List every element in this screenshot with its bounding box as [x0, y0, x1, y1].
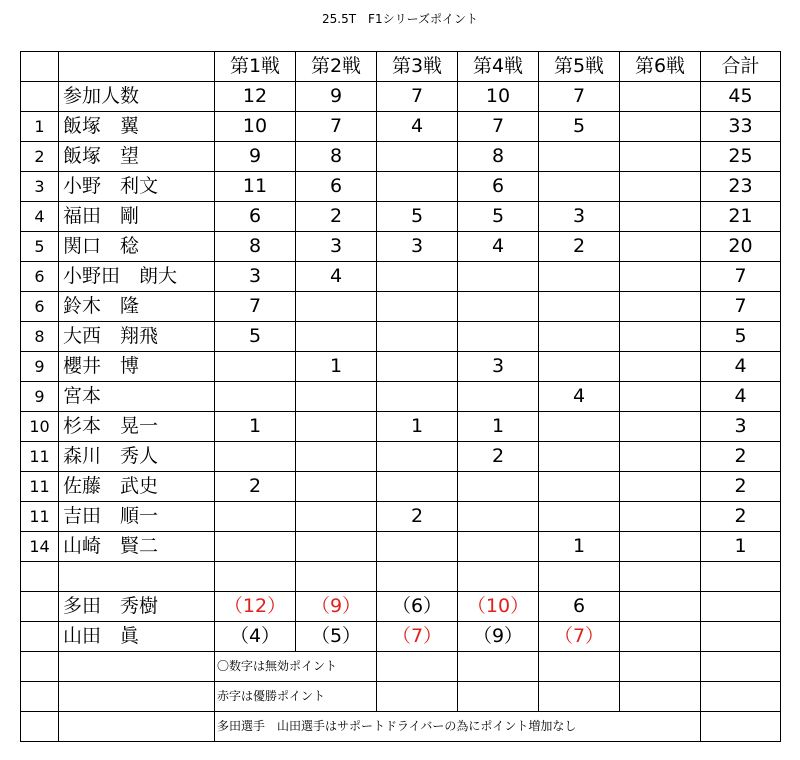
round-points — [458, 502, 539, 532]
empty-cell — [701, 562, 781, 592]
driver-name: 山田 眞 — [59, 622, 215, 652]
round-points — [377, 352, 458, 382]
participants-count — [620, 82, 701, 112]
driver-name: 宮本 — [59, 382, 215, 412]
column-header: 第3戦 — [377, 52, 458, 82]
round-points — [539, 442, 620, 472]
table-row — [21, 532, 781, 562]
driver-name: 佐藤 武史 — [59, 472, 215, 502]
empty-cell — [21, 682, 59, 712]
empty-cell — [21, 562, 59, 592]
rank-cell: 8 — [21, 322, 59, 352]
note-text: 赤字は優勝ポイント — [215, 682, 377, 712]
round-points — [620, 502, 701, 532]
round-points — [458, 292, 539, 322]
round-points — [215, 532, 296, 562]
table-row — [21, 292, 781, 322]
driver-name: 関口 稔 — [59, 232, 215, 262]
rank-cell: 11 — [21, 502, 59, 532]
round-points: 6 — [215, 202, 296, 232]
empty-cell — [21, 712, 59, 742]
round-points: 4 — [296, 262, 377, 292]
column-header: 合計 — [701, 52, 781, 82]
driver-name: 飯塚 翼 — [59, 112, 215, 142]
empty-cell — [620, 562, 701, 592]
driver-name: 多田 秀樹 — [59, 592, 215, 622]
round-points — [377, 142, 458, 172]
rank-cell — [21, 622, 59, 652]
round-points — [377, 442, 458, 472]
round-points: 5 — [458, 202, 539, 232]
header-blank-cell — [59, 52, 215, 82]
rank-cell: 6 — [21, 262, 59, 292]
round-points — [296, 502, 377, 532]
driver-name: 櫻井 博 — [59, 352, 215, 382]
rank-cell — [21, 592, 59, 622]
empty-cell — [539, 682, 620, 712]
round-points: 1 — [377, 412, 458, 442]
round-points — [620, 382, 701, 412]
empty-cell — [377, 562, 458, 592]
table-row — [21, 472, 781, 502]
empty-cell — [377, 652, 458, 682]
driver-name: 鈴木 隆 — [59, 292, 215, 322]
support-points: （7） — [377, 622, 458, 652]
round-points — [458, 262, 539, 292]
support-points: （12） — [215, 592, 296, 622]
round-points — [458, 322, 539, 352]
participants-count: 7 — [377, 82, 458, 112]
round-points: 8 — [215, 232, 296, 262]
total-points: 21 — [701, 202, 781, 232]
total-points: 7 — [701, 262, 781, 292]
round-points — [620, 232, 701, 262]
round-points — [539, 292, 620, 322]
total-points: 1 — [701, 532, 781, 562]
round-points — [296, 322, 377, 352]
round-points: 2 — [215, 472, 296, 502]
rank-cell: 3 — [21, 172, 59, 202]
total-points: 33 — [701, 112, 781, 142]
support-driver-row — [21, 592, 781, 622]
driver-name: 大西 翔飛 — [59, 322, 215, 352]
column-header: 第2戦 — [296, 52, 377, 82]
participants-count: 12 — [215, 82, 296, 112]
round-points — [296, 442, 377, 472]
round-points — [377, 292, 458, 322]
support-points: 6 — [539, 592, 620, 622]
round-points — [539, 172, 620, 202]
round-points — [539, 142, 620, 172]
round-points — [620, 142, 701, 172]
round-points: 11 — [215, 172, 296, 202]
participants-count: 7 — [539, 82, 620, 112]
round-points: 6 — [296, 172, 377, 202]
table-row — [21, 142, 781, 172]
total-points: 3 — [701, 412, 781, 442]
empty-cell — [59, 562, 215, 592]
support-points: （4） — [215, 622, 296, 652]
rank-cell: 11 — [21, 472, 59, 502]
round-points: 7 — [215, 292, 296, 322]
round-points — [296, 292, 377, 322]
round-points — [377, 322, 458, 352]
participants-count: 10 — [458, 82, 539, 112]
table-row — [21, 202, 781, 232]
empty-cell — [59, 652, 215, 682]
round-points: 4 — [377, 112, 458, 142]
rank-cell — [21, 82, 59, 112]
round-points: 5 — [539, 112, 620, 142]
support-points — [620, 592, 701, 622]
column-header: 第4戦 — [458, 52, 539, 82]
table-row — [21, 352, 781, 382]
round-points — [539, 502, 620, 532]
empty-cell — [701, 652, 781, 682]
rank-cell: 10 — [21, 412, 59, 442]
table-row — [21, 262, 781, 292]
round-points: 2 — [539, 232, 620, 262]
round-points — [539, 322, 620, 352]
round-points — [620, 472, 701, 502]
note-row — [21, 712, 781, 742]
table-row — [21, 442, 781, 472]
driver-name: 山崎 賢二 — [59, 532, 215, 562]
table-row — [21, 322, 781, 352]
empty-cell — [701, 682, 781, 712]
total-points: 4 — [701, 382, 781, 412]
round-points — [296, 532, 377, 562]
empty-cell — [458, 652, 539, 682]
round-points — [458, 472, 539, 502]
driver-name: 福田 剛 — [59, 202, 215, 232]
driver-name: 小野田 朗大 — [59, 262, 215, 292]
total-points: 4 — [701, 352, 781, 382]
points-table — [20, 51, 781, 742]
round-points — [620, 292, 701, 322]
round-points — [215, 442, 296, 472]
rank-cell: 14 — [21, 532, 59, 562]
round-points: 8 — [458, 142, 539, 172]
round-points — [620, 202, 701, 232]
empty-cell — [296, 562, 377, 592]
participants-label: 参加人数 — [59, 82, 215, 112]
total-points: 5 — [701, 322, 781, 352]
table-row — [21, 112, 781, 142]
note-row — [21, 652, 781, 682]
support-points: （9） — [296, 592, 377, 622]
round-points: 1 — [215, 412, 296, 442]
support-points — [701, 622, 781, 652]
driver-name: 飯塚 望 — [59, 142, 215, 172]
total-points: 2 — [701, 472, 781, 502]
round-points — [215, 502, 296, 532]
rank-cell: 9 — [21, 382, 59, 412]
round-points — [377, 172, 458, 202]
support-points: （7） — [539, 622, 620, 652]
round-points — [458, 382, 539, 412]
round-points — [215, 382, 296, 412]
round-points: 2 — [458, 442, 539, 472]
round-points — [620, 442, 701, 472]
round-points — [539, 412, 620, 442]
support-points: （9） — [458, 622, 539, 652]
column-header: 第6戦 — [620, 52, 701, 82]
round-points — [620, 352, 701, 382]
column-header: 第1戦 — [215, 52, 296, 82]
round-points: 5 — [215, 322, 296, 352]
points-table-body — [21, 52, 781, 742]
round-points: 3 — [458, 352, 539, 382]
round-points — [377, 262, 458, 292]
total-points: 23 — [701, 172, 781, 202]
empty-cell — [620, 682, 701, 712]
page-title: 25.5T F1シリーズポイント — [322, 12, 478, 26]
round-points: 7 — [458, 112, 539, 142]
total-points: 2 — [701, 502, 781, 532]
participants-count: 9 — [296, 82, 377, 112]
round-points — [296, 412, 377, 442]
column-header: 第5戦 — [539, 52, 620, 82]
round-points — [620, 172, 701, 202]
support-points — [701, 592, 781, 622]
support-points — [620, 622, 701, 652]
round-points: 9 — [215, 142, 296, 172]
round-points — [377, 382, 458, 412]
empty-cell — [215, 562, 296, 592]
empty-cell — [539, 652, 620, 682]
round-points: 2 — [296, 202, 377, 232]
header-blank-cell — [21, 52, 59, 82]
round-points: 6 — [458, 172, 539, 202]
round-points: 1 — [458, 412, 539, 442]
round-points — [539, 262, 620, 292]
rank-cell: 6 — [21, 292, 59, 322]
round-points: 4 — [458, 232, 539, 262]
empty-cell — [458, 562, 539, 592]
support-points: （5） — [296, 622, 377, 652]
driver-name: 小野 利文 — [59, 172, 215, 202]
round-points: 3 — [539, 202, 620, 232]
rank-cell: 1 — [21, 112, 59, 142]
rank-cell: 4 — [21, 202, 59, 232]
round-points: 10 — [215, 112, 296, 142]
header-row — [21, 52, 781, 82]
support-points: （6） — [377, 592, 458, 622]
round-points: 5 — [377, 202, 458, 232]
round-points — [620, 532, 701, 562]
empty-cell — [21, 652, 59, 682]
empty-cell — [59, 712, 215, 742]
total-points: 7 — [701, 292, 781, 322]
note-row — [21, 682, 781, 712]
spacer-row — [21, 562, 781, 592]
round-points — [539, 472, 620, 502]
note-text: 〇数字は無効ポイント — [215, 652, 377, 682]
rank-cell: 2 — [21, 142, 59, 172]
total-points: 20 — [701, 232, 781, 262]
round-points — [377, 532, 458, 562]
round-points: 3 — [215, 262, 296, 292]
round-points: 3 — [296, 232, 377, 262]
empty-cell — [701, 712, 781, 742]
support-points: （10） — [458, 592, 539, 622]
driver-name: 杉本 晃一 — [59, 412, 215, 442]
note-text: 多田選手 山田選手はサポートドライバーの為にポイント増加なし — [215, 712, 701, 742]
empty-cell — [59, 682, 215, 712]
rank-cell: 5 — [21, 232, 59, 262]
round-points — [620, 112, 701, 142]
empty-cell — [620, 652, 701, 682]
empty-cell — [458, 682, 539, 712]
round-points — [215, 352, 296, 382]
round-points: 1 — [296, 352, 377, 382]
table-row — [21, 172, 781, 202]
round-points: 3 — [377, 232, 458, 262]
round-points — [458, 532, 539, 562]
table-row — [21, 412, 781, 442]
rank-cell: 11 — [21, 442, 59, 472]
round-points — [620, 322, 701, 352]
support-driver-row — [21, 622, 781, 652]
round-points — [296, 382, 377, 412]
table-row — [21, 502, 781, 532]
round-points: 2 — [377, 502, 458, 532]
round-points — [620, 262, 701, 292]
round-points — [539, 352, 620, 382]
round-points: 1 — [539, 532, 620, 562]
round-points — [296, 472, 377, 502]
participants-row — [21, 82, 781, 112]
table-row — [21, 382, 781, 412]
empty-cell — [539, 562, 620, 592]
total-points: 25 — [701, 142, 781, 172]
total-points: 2 — [701, 442, 781, 472]
round-points — [620, 412, 701, 442]
driver-name: 吉田 順一 — [59, 502, 215, 532]
table-row — [21, 232, 781, 262]
empty-cell — [377, 682, 458, 712]
participants-count: 45 — [701, 82, 781, 112]
round-points: 7 — [296, 112, 377, 142]
round-points: 8 — [296, 142, 377, 172]
round-points — [377, 472, 458, 502]
rank-cell: 9 — [21, 352, 59, 382]
driver-name: 森川 秀人 — [59, 442, 215, 472]
round-points: 4 — [539, 382, 620, 412]
